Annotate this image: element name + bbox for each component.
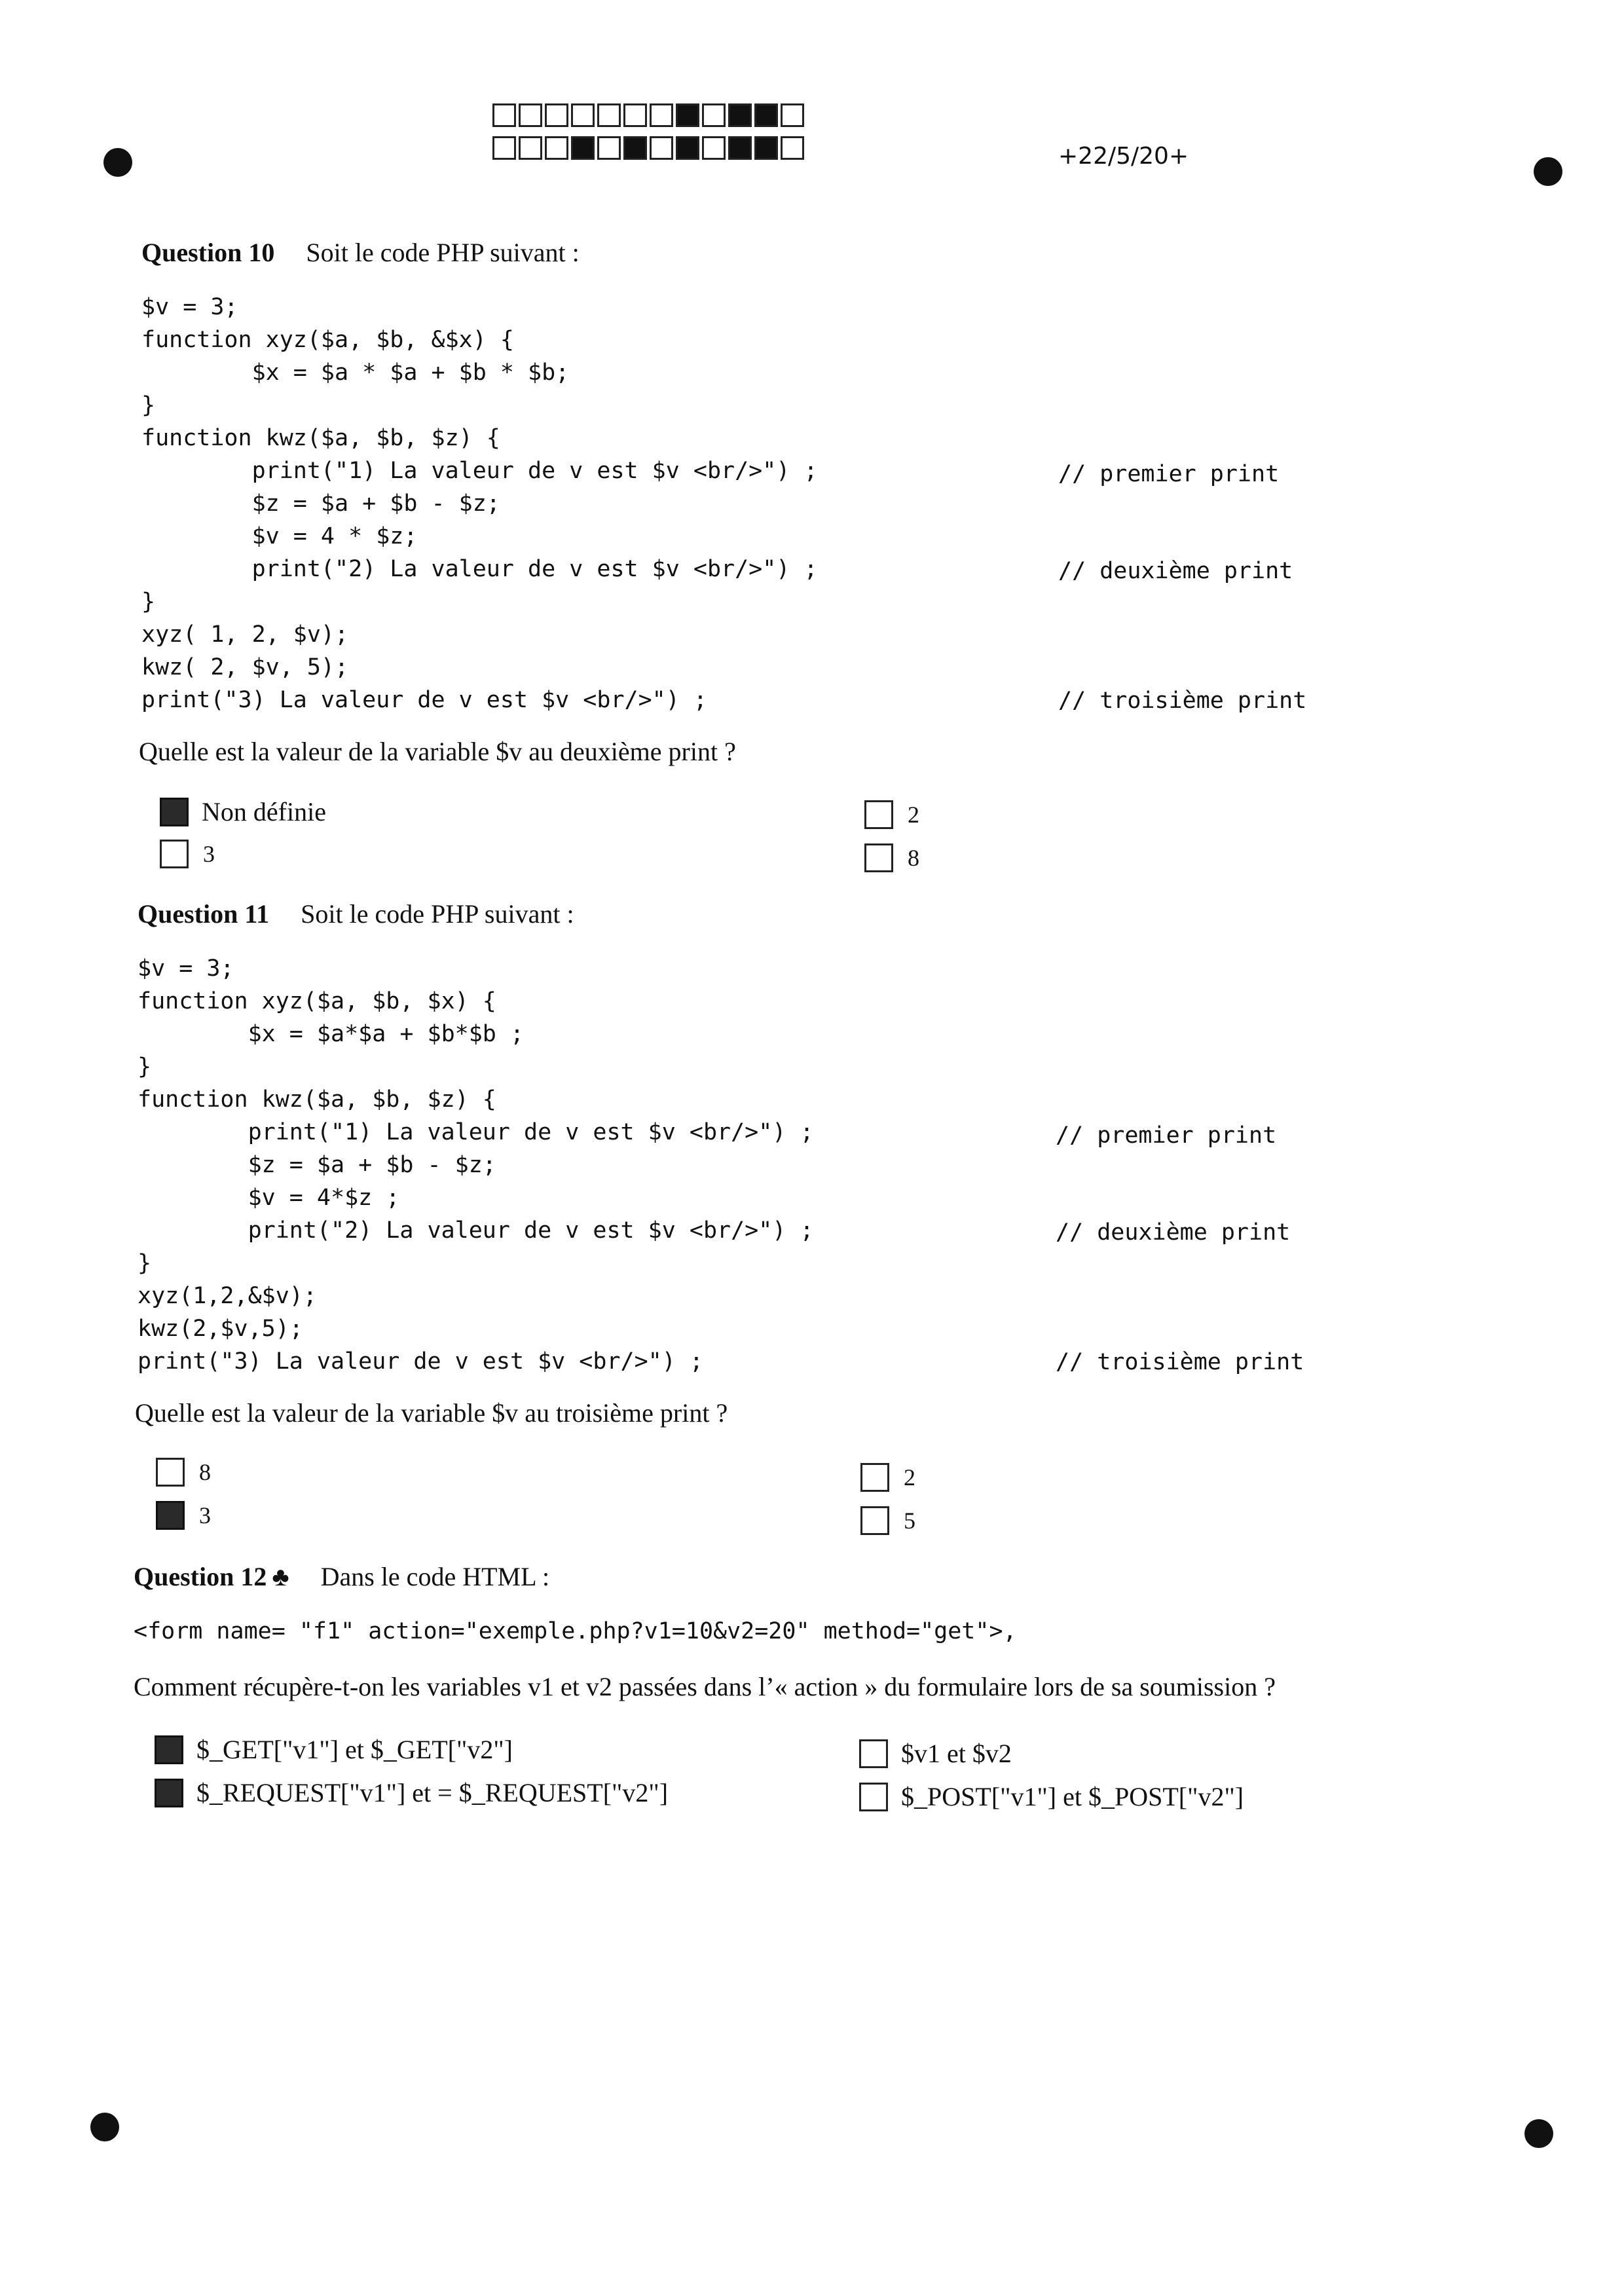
barcode-cell (571, 103, 595, 127)
barcode-row-2 (492, 136, 807, 160)
answer-label: $_REQUEST["v1"] et = $_REQUEST["v2"] (196, 1778, 669, 1807)
barcode-cell (754, 103, 778, 127)
q11-answer-8[interactable] (156, 1458, 211, 1487)
code-line: print("2) La valeur de v est $v <br/>") ; (141, 556, 818, 582)
barcode-cell (702, 136, 726, 160)
barcode-cell (676, 136, 699, 160)
barcode-cell (545, 103, 568, 127)
question-11-code (138, 952, 814, 1378)
code-line: kwz( 2, $v, 5); (141, 654, 349, 680)
barcode-cell (702, 103, 726, 127)
question-11-label: Question 11 (138, 899, 270, 929)
answer-label: 3 (203, 841, 215, 867)
code-line: } (138, 1250, 152, 1276)
code-line: $x = $a*$a + $b*$b ; (138, 1021, 525, 1047)
question-11-prompt: Quelle est la valeur de la variable $v au troisième print ? (135, 1398, 728, 1428)
q12-answer-post[interactable] (859, 1781, 1244, 1812)
code-line: $x = $a * $a + $b * $b; (141, 360, 570, 386)
question-10-prompt: Quelle est la valeur de la variable $v au deuxième print ? (139, 737, 736, 766)
answer-label: Non définie (202, 797, 326, 826)
answer-label: 3 (199, 1502, 211, 1528)
barcode-cell (571, 136, 595, 160)
barcode-cell (754, 136, 778, 160)
code-line: function kwz($a, $b, $z) { (138, 1086, 496, 1113)
question-12-header (134, 1561, 549, 1592)
answer-label: 2 (904, 1464, 915, 1491)
question-10-header (141, 237, 580, 268)
question-10-code (141, 291, 818, 716)
q11-answer-5[interactable] (860, 1506, 915, 1535)
barcode-cell (728, 103, 752, 127)
code-line: $v = 4*$z ; (138, 1185, 400, 1211)
q10-answer-8[interactable] (864, 843, 919, 872)
q12-answer-request[interactable] (155, 1777, 668, 1808)
answer-label: 2 (908, 802, 919, 828)
question-11-intro: Soit le code PHP suivant : (301, 899, 574, 929)
q10-comment-troisieme: // troisième print (1058, 688, 1307, 714)
barcode-cell (623, 136, 647, 160)
code-line: $z = $a + $b - $z; (141, 491, 500, 517)
code-line: function xyz($a, $b, $x) { (138, 988, 496, 1014)
barcode-cell (781, 136, 804, 160)
barcode-cell (781, 103, 804, 127)
barcode-cell (597, 136, 621, 160)
question-12-intro: Dans le code HTML : (320, 1562, 550, 1591)
code-line: function xyz($a, $b, &$x) { (141, 327, 514, 353)
barcode-cell (597, 103, 621, 127)
checkbox[interactable] (156, 1458, 185, 1487)
barcode-cell (492, 136, 516, 160)
answer-label: $_POST["v1"] et $_POST["v2"] (901, 1782, 1244, 1811)
q10-answer-non-definie[interactable] (160, 796, 326, 827)
code-line: $z = $a + $b - $z; (138, 1152, 496, 1178)
registration-mark-top-left (103, 148, 132, 177)
barcode-cell (728, 136, 752, 160)
answer-label: $_GET["v1"] et $_GET["v2"] (196, 1735, 513, 1764)
registration-mark-bottom-right (1524, 2119, 1553, 2148)
q10-comment-premier: // premier print (1058, 461, 1280, 487)
question-12-label: Question 12 (134, 1562, 267, 1591)
answer-label: 8 (908, 845, 919, 871)
code-line: function kwz($a, $b, $z) { (141, 425, 500, 451)
barcode-cell (519, 136, 542, 160)
question-10-intro: Soit le code PHP suivant : (306, 238, 580, 267)
answer-label: $v1 et $v2 (901, 1739, 1012, 1768)
code-line: xyz( 1, 2, $v); (141, 621, 349, 648)
question-10-label: Question 10 (141, 238, 275, 267)
code-line: } (141, 589, 156, 615)
q10-answer-2[interactable] (864, 800, 919, 829)
barcode-cell (519, 103, 542, 127)
checkbox[interactable] (860, 1506, 889, 1535)
q10-comment-deuxieme: // deuxième print (1058, 558, 1293, 584)
registration-mark-bottom-left (90, 2113, 119, 2141)
registration-mark-top-right (1534, 157, 1562, 186)
q11-comment-troisieme: // troisième print (1056, 1349, 1304, 1375)
code-line: kwz(2,$v,5); (138, 1316, 303, 1342)
barcode-cell (492, 103, 516, 127)
checkbox-checked[interactable] (160, 798, 189, 826)
q12-answer-get[interactable] (155, 1734, 513, 1765)
q11-answer-3[interactable] (156, 1501, 211, 1530)
checkbox[interactable] (864, 800, 893, 829)
code-line: } (138, 1054, 152, 1080)
code-line: $v = 3; (138, 955, 234, 982)
q11-answer-2[interactable] (860, 1463, 915, 1492)
checkbox-checked[interactable] (155, 1735, 183, 1764)
answer-label: 5 (904, 1508, 915, 1534)
page-id: +22/5/20+ (1058, 143, 1189, 170)
code-line: print("1) La valeur de v est $v <br/>") ; (141, 458, 818, 484)
code-line: print("3) La valeur de v est $v <br/>") ; (141, 687, 707, 713)
question-11-header (138, 898, 574, 929)
barcode-cell (650, 103, 673, 127)
checkbox-checked[interactable] (156, 1501, 185, 1530)
q11-comment-deuxieme: // deuxième print (1056, 1219, 1291, 1246)
barcode-cell (650, 136, 673, 160)
q12-answer-v1-v2[interactable] (859, 1738, 1012, 1769)
answer-label: 8 (199, 1459, 211, 1485)
barcode-cell (623, 103, 647, 127)
code-line: print("1) La valeur de v est $v <br/>") ; (138, 1119, 814, 1145)
code-line: } (141, 392, 156, 418)
code-line: $v = 3; (141, 294, 238, 320)
code-line: print("3) La valeur de v est $v <br/>") ; (138, 1348, 703, 1375)
code-line: xyz(1,2,&$v); (138, 1283, 317, 1309)
code-line: $v = 4 * $z; (141, 523, 418, 549)
multiple-answer-club-icon: ♣ (272, 1562, 289, 1591)
q11-comment-premier: // premier print (1056, 1122, 1277, 1149)
barcode-row-1 (492, 103, 807, 127)
barcode-cell (545, 136, 568, 160)
question-12-prompt: Comment récupère-t-on les variables v1 et v2 passées dans l’« action » du formulaire lors de sa soumission ? (134, 1672, 1276, 1701)
checkbox[interactable] (860, 1463, 889, 1492)
checkbox[interactable] (859, 1783, 888, 1811)
checkbox-checked[interactable] (155, 1779, 183, 1807)
code-line: print("2) La valeur de v est $v <br/>") ; (138, 1217, 814, 1244)
checkbox[interactable] (160, 840, 189, 868)
checkbox[interactable] (864, 843, 893, 872)
checkbox[interactable] (859, 1739, 888, 1768)
q10-answer-3[interactable] (160, 840, 215, 868)
question-12-code: <form name= "f1" action="exemple.php?v1=10&v2=20" method="get">, (134, 1618, 1017, 1644)
barcode-cell (676, 103, 699, 127)
